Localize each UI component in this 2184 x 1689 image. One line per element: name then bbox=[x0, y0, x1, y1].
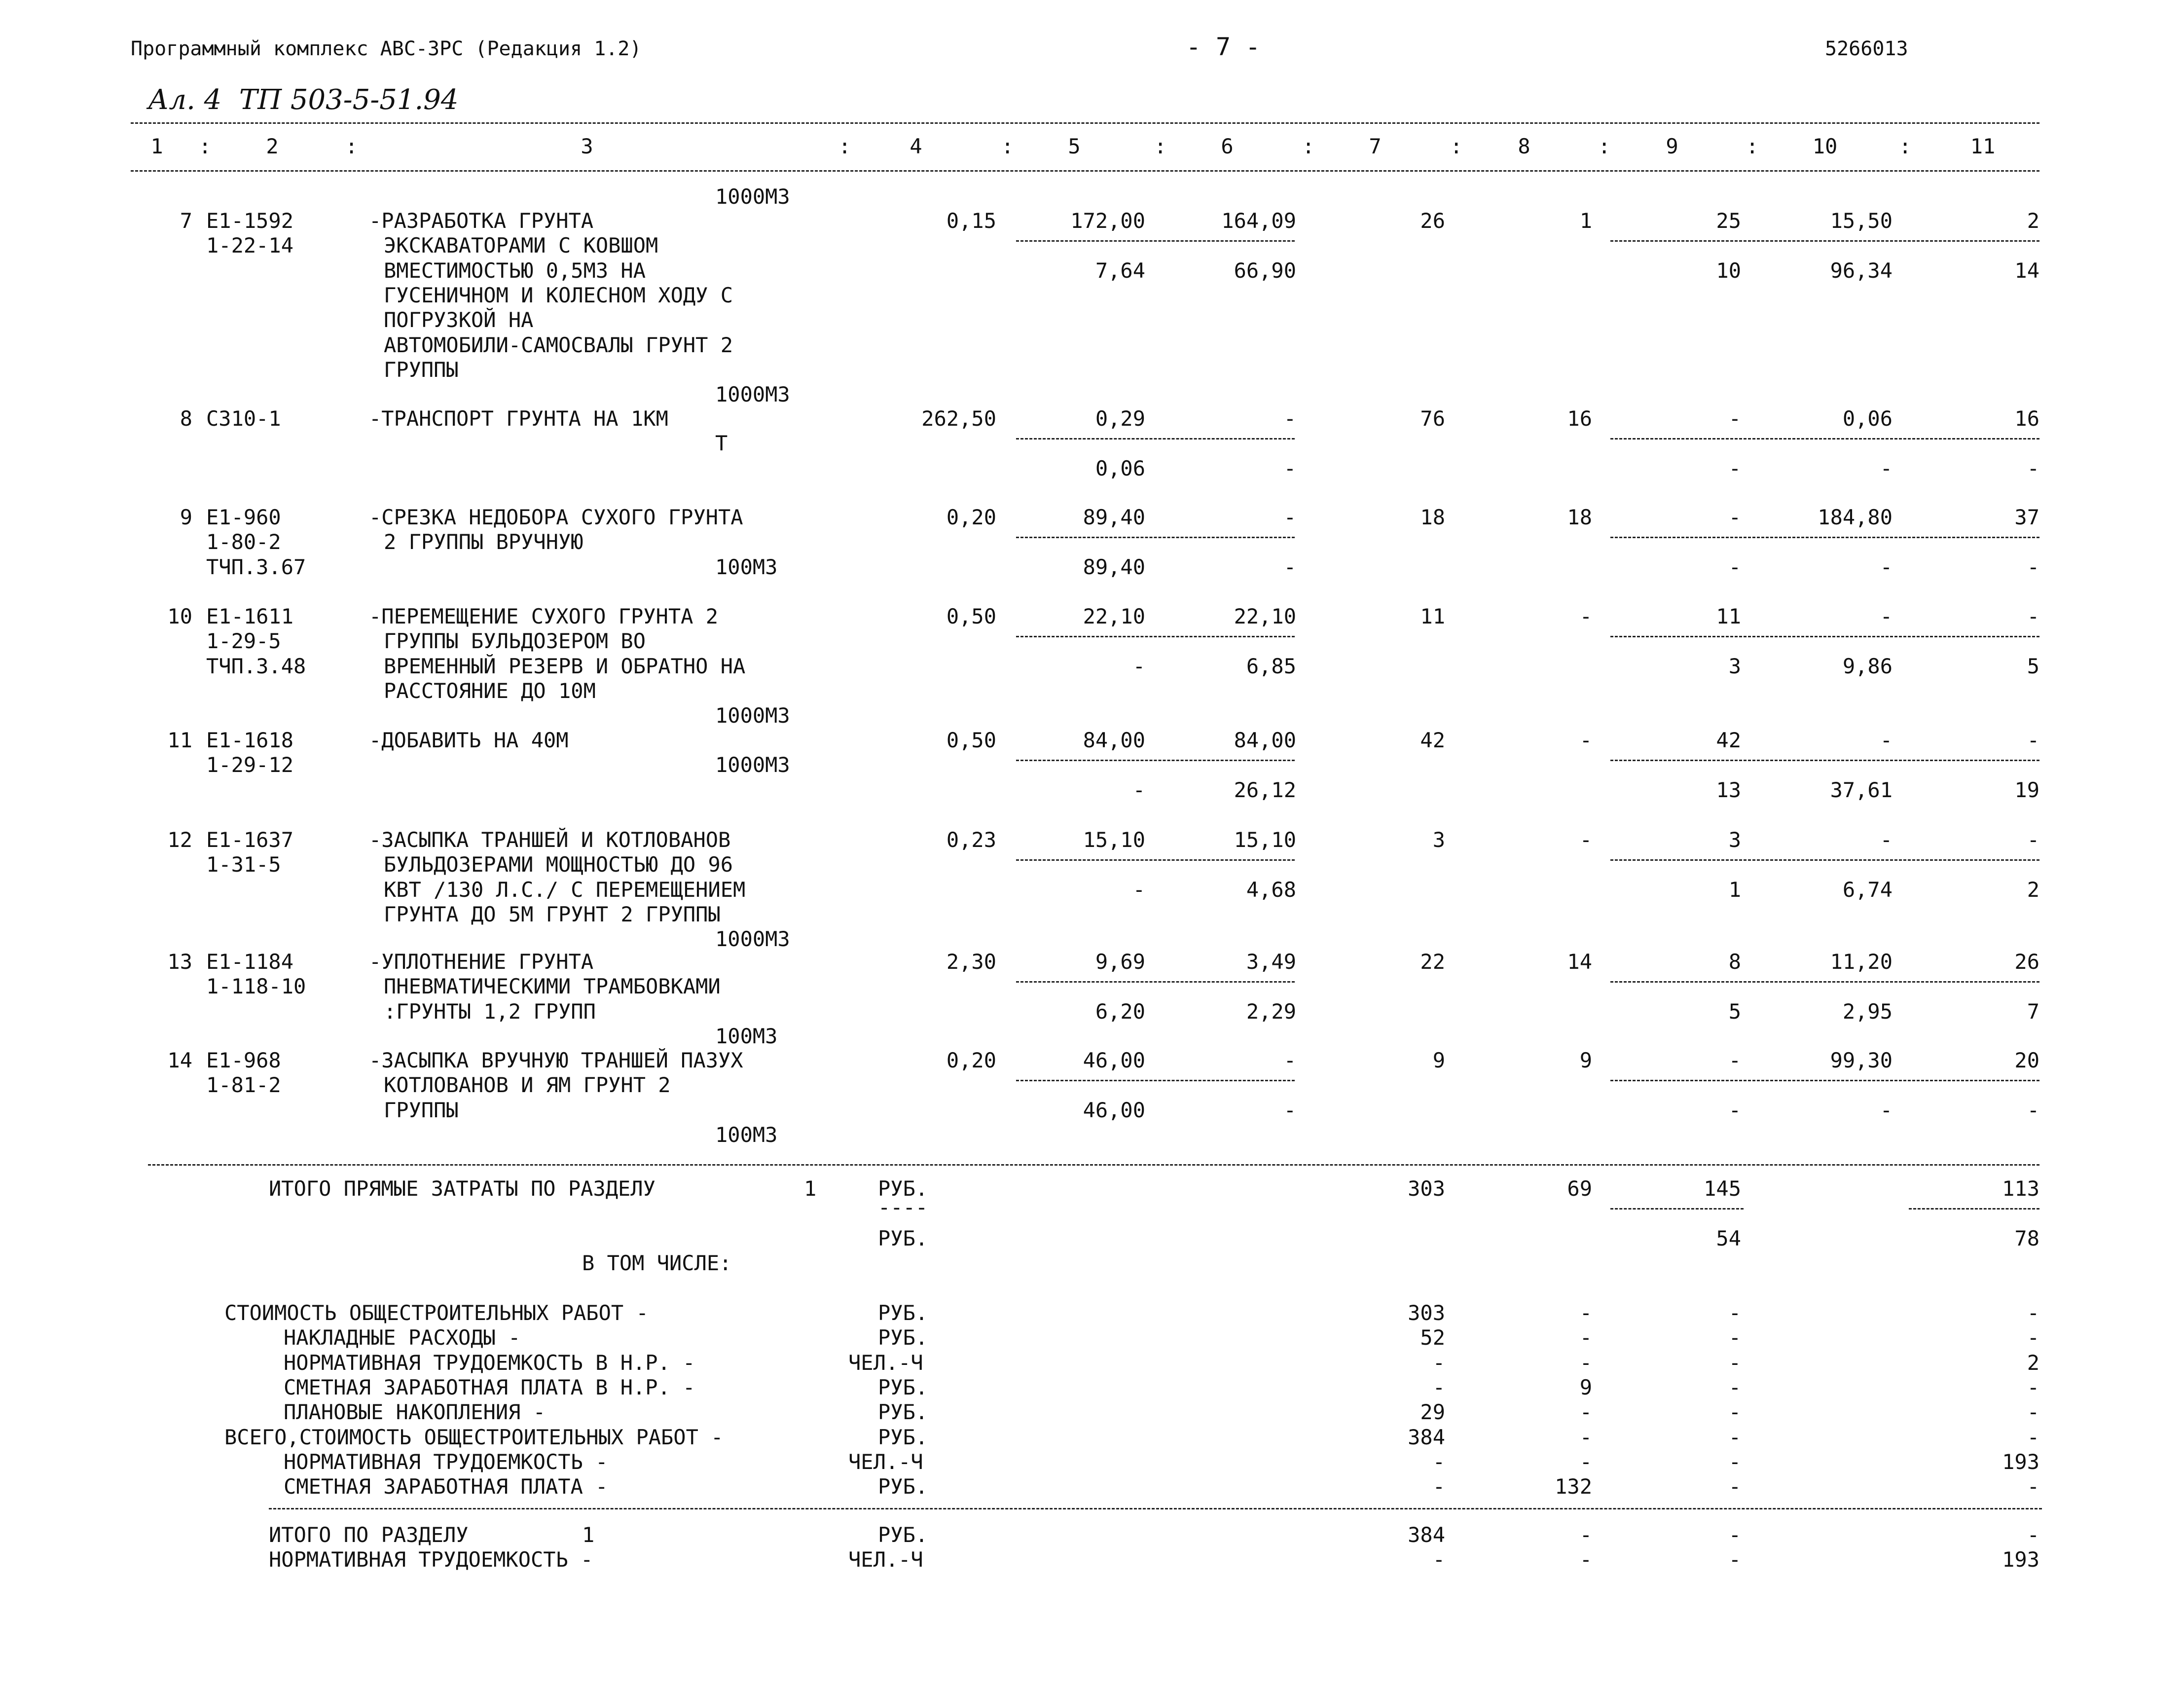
work-description: БУЛЬДОЗЕРАМИ МОЩНОСТЬЮ ДО 96 bbox=[384, 852, 733, 877]
column-separator: : bbox=[1598, 134, 1611, 158]
value-c10-lower: 37,61 bbox=[1830, 777, 1893, 802]
value-c9: - bbox=[1728, 505, 1741, 529]
value-c10: - bbox=[1880, 604, 1893, 628]
total-c11-lower: 78 bbox=[2014, 1226, 2039, 1250]
unit-label: 1000М3 bbox=[715, 753, 790, 777]
value-c10-lower: 96,34 bbox=[1830, 258, 1893, 283]
summary-c7: 303 bbox=[1408, 1301, 1445, 1325]
value-c10: - bbox=[1880, 728, 1893, 752]
norm-code: Е1-1611 bbox=[206, 604, 294, 628]
summary-label: НОРМАТИВНАЯ ТРУДОЕМКОСТЬ - bbox=[284, 1449, 608, 1474]
value-c9-lower: - bbox=[1728, 456, 1741, 480]
value-c5: 46,00 bbox=[1083, 1048, 1145, 1072]
row-number: 10 bbox=[167, 604, 192, 628]
column-number: 2 bbox=[266, 134, 279, 158]
value-c7: 18 bbox=[1420, 505, 1445, 529]
summary-c9: - bbox=[1728, 1375, 1741, 1399]
summary-c7: - bbox=[1432, 1350, 1445, 1375]
sheet-note: Ал. 4 ТП 503-5-51.94 bbox=[148, 84, 459, 116]
fraction-rule bbox=[1016, 438, 1295, 440]
unit-label: 100М3 bbox=[715, 554, 778, 579]
value-c10-lower: - bbox=[1880, 554, 1893, 579]
summary-c11: - bbox=[2027, 1375, 2039, 1399]
final-c11: 193 bbox=[2002, 1547, 2039, 1572]
work-description: -ЗАСЫПКА ТРАНШЕЙ И КОТЛОВАНОВ bbox=[369, 828, 731, 852]
fraction-rule bbox=[1016, 636, 1295, 637]
unit-label: 100М3 bbox=[715, 1024, 778, 1048]
unit-label: 1000М3 bbox=[715, 184, 790, 209]
value-c5-lower: 7,64 bbox=[1095, 258, 1145, 283]
row-number: 13 bbox=[167, 950, 192, 974]
value-c8: - bbox=[1579, 828, 1592, 852]
final-section: 1 bbox=[582, 1523, 595, 1547]
value-c5-lower: 6,20 bbox=[1095, 999, 1145, 1024]
value-c6-lower: 4,68 bbox=[1246, 877, 1296, 902]
value-c11-lower: 5 bbox=[2027, 654, 2039, 678]
value-c5-lower: 46,00 bbox=[1083, 1098, 1145, 1122]
summary-unit: РУБ. bbox=[878, 1325, 928, 1350]
value-c11-lower: - bbox=[2027, 554, 2039, 579]
value-c10: - bbox=[1880, 828, 1893, 852]
unit-label: 1000М3 bbox=[715, 703, 790, 728]
summary-c9: - bbox=[1728, 1425, 1741, 1449]
value-c6: 84,00 bbox=[1234, 728, 1296, 752]
column-separator: : bbox=[1001, 134, 1014, 158]
value-c8: 18 bbox=[1567, 505, 1592, 529]
value-c7: 76 bbox=[1420, 406, 1445, 431]
work-description: -РАЗРАБОТКА ГРУНТА bbox=[369, 209, 594, 233]
column-separator: : bbox=[1154, 134, 1167, 158]
fraction-rule bbox=[1610, 438, 2039, 440]
fraction-rule bbox=[1016, 760, 1295, 761]
summary-c11: - bbox=[2027, 1400, 2039, 1425]
summary-label: СТОИМОСТЬ ОБЩЕСТРОИТЕЛЬНЫХ РАБОТ - bbox=[224, 1301, 649, 1325]
value-c6-lower: 26,12 bbox=[1234, 777, 1296, 802]
work-description: -УПЛОТНЕНИЕ ГРУНТА bbox=[369, 950, 594, 974]
column-number: 9 bbox=[1666, 134, 1678, 158]
value-c10: 15,50 bbox=[1830, 209, 1893, 233]
norm-code: ТЧП.3.48 bbox=[206, 654, 306, 678]
row-number: 9 bbox=[180, 505, 192, 529]
norm-code: 1-22-14 bbox=[206, 233, 294, 258]
header-rule-top bbox=[131, 122, 2039, 124]
fraction-rule bbox=[1610, 537, 2039, 538]
final-c7: 384 bbox=[1408, 1523, 1445, 1547]
summary-c7: 29 bbox=[1420, 1400, 1445, 1425]
summary-unit: РУБ. bbox=[878, 1400, 928, 1425]
summary-c11: 2 bbox=[2027, 1350, 2039, 1375]
value-c5: 89,40 bbox=[1083, 505, 1145, 529]
column-number: 11 bbox=[1970, 134, 1996, 158]
column-number: 1 bbox=[150, 134, 163, 158]
value-c11-lower: - bbox=[2027, 456, 2039, 480]
column-separator: : bbox=[838, 134, 851, 158]
value-c11-lower: - bbox=[2027, 1098, 2039, 1122]
summary-c8: - bbox=[1579, 1325, 1592, 1350]
value-c9: 11 bbox=[1716, 604, 1741, 628]
value-c11: 16 bbox=[2014, 406, 2039, 431]
summary-label: НОРМАТИВНАЯ ТРУДОЕМКОСТЬ В Н.Р. - bbox=[284, 1350, 695, 1375]
column-number: 5 bbox=[1068, 134, 1081, 158]
value-c5-lower: 0,06 bbox=[1095, 456, 1145, 480]
work-description: КВТ /130 Л.С./ С ПЕРЕМЕЩЕНИЕМ bbox=[384, 877, 746, 902]
value-c10-lower: 2,95 bbox=[1842, 999, 1893, 1024]
column-separator: : bbox=[1450, 134, 1463, 158]
work-description: -ТРАНСПОРТ ГРУНТА НА 1КМ bbox=[369, 406, 668, 431]
value-c9: 25 bbox=[1716, 209, 1741, 233]
unit-label: 1000М3 bbox=[715, 927, 790, 952]
final-c8: - bbox=[1579, 1523, 1592, 1547]
unit-label: 1000М3 bbox=[715, 382, 790, 407]
norm-code: ТЧП.3.67 bbox=[206, 554, 306, 579]
work-description: -ДОБАВИТЬ НА 40М bbox=[369, 728, 569, 752]
value-c5-lower: - bbox=[1132, 877, 1145, 902]
summary-c8: - bbox=[1579, 1350, 1592, 1375]
work-description: ПОГРУЗКОЙ НА bbox=[384, 308, 534, 332]
summary-label: СМЕТНАЯ ЗАРАБОТНАЯ ПЛАТА - bbox=[284, 1474, 608, 1499]
final-c7: - bbox=[1432, 1547, 1445, 1572]
summary-c7: 384 bbox=[1408, 1425, 1445, 1449]
value-c5: 0,29 bbox=[1095, 406, 1145, 431]
total-c9: 145 bbox=[1704, 1176, 1741, 1201]
summary-label: НАКЛАДНЫЕ РАСХОДЫ - bbox=[284, 1325, 521, 1350]
total-c7: 303 bbox=[1408, 1176, 1445, 1201]
fraction-rule bbox=[1610, 760, 2039, 761]
row-number: 8 bbox=[180, 406, 192, 431]
value-c9: 42 bbox=[1716, 728, 1741, 752]
summary-unit: ЧЕЛ.-Ч bbox=[848, 1449, 923, 1474]
value-c11-lower: 2 bbox=[2027, 877, 2039, 902]
work-description: -ПЕРЕМЕЩЕНИЕ СУХОГО ГРУНТА 2 bbox=[369, 604, 719, 628]
norm-code: Е1-1184 bbox=[206, 950, 294, 974]
value-c9-lower: 5 bbox=[1728, 999, 1741, 1024]
value-c6: 3,49 bbox=[1246, 950, 1296, 974]
summary-c9: - bbox=[1728, 1400, 1741, 1425]
value-c7: 42 bbox=[1420, 728, 1445, 752]
summary-c7: - bbox=[1432, 1375, 1445, 1399]
work-description: ЭКСКАВАТОРАМИ С КОВШОМ bbox=[384, 233, 658, 258]
final-c9: - bbox=[1728, 1523, 1741, 1547]
direct-costs-label: ИТОГО ПРЯМЫЕ ЗАТРАТЫ ПО РАЗДЕЛУ bbox=[269, 1176, 655, 1201]
final-c9: - bbox=[1728, 1547, 1741, 1572]
norm-code: Е1-1618 bbox=[206, 728, 294, 752]
fraction-rule bbox=[1909, 1208, 2039, 1210]
quantity: 0,20 bbox=[946, 1048, 996, 1072]
value-c5: 172,00 bbox=[1070, 209, 1145, 233]
norm-code: Е1-968 bbox=[206, 1048, 281, 1072]
row-number: 11 bbox=[167, 728, 192, 752]
summary-c11: - bbox=[2027, 1425, 2039, 1449]
row-number: 12 bbox=[167, 828, 192, 852]
work-description: :ГРУНТЫ 1,2 ГРУПП bbox=[384, 999, 596, 1024]
summary-unit: РУБ. bbox=[878, 1425, 928, 1449]
value-c6-lower: 66,90 bbox=[1234, 258, 1296, 283]
summary-c11: - bbox=[2027, 1301, 2039, 1325]
norm-code: Е1-1637 bbox=[206, 828, 294, 852]
column-separator: : bbox=[1302, 134, 1315, 158]
value-c6-lower: - bbox=[1283, 554, 1296, 579]
value-c5-lower: 89,40 bbox=[1083, 554, 1145, 579]
work-description: ВМЕСТИМОСТЬЮ 0,5М3 НА bbox=[384, 258, 646, 283]
value-c6: 15,10 bbox=[1234, 828, 1296, 852]
final-label: ИТОГО ПО РАЗДЕЛУ bbox=[269, 1523, 469, 1547]
summary-c9: - bbox=[1728, 1449, 1741, 1474]
summary-c8: 132 bbox=[1555, 1474, 1592, 1499]
value-c10-lower: 6,74 bbox=[1842, 877, 1893, 902]
value-c10: 99,30 bbox=[1830, 1048, 1893, 1072]
column-number: 8 bbox=[1518, 134, 1530, 158]
value-c7: 9 bbox=[1432, 1048, 1445, 1072]
quantity: 0,15 bbox=[946, 209, 996, 233]
value-c5-lower: - bbox=[1132, 777, 1145, 802]
unit-rub: РУБ. bbox=[878, 1176, 928, 1201]
norm-code: 1-81-2 bbox=[206, 1073, 281, 1098]
section-number: 1 bbox=[804, 1176, 817, 1201]
value-c6: - bbox=[1283, 505, 1296, 529]
value-c7: 11 bbox=[1420, 604, 1445, 628]
value-c5: 84,00 bbox=[1083, 728, 1145, 752]
work-description: ГРУНТА ДО 5М ГРУНТ 2 ГРУППЫ bbox=[384, 902, 721, 926]
work-description: РАССТОЯНИЕ ДО 10М bbox=[384, 678, 596, 703]
summary-c9: - bbox=[1728, 1474, 1741, 1499]
value-c5: 15,10 bbox=[1083, 828, 1145, 852]
column-number: 6 bbox=[1221, 134, 1234, 158]
program-title: Программный комплекс АВС-3РС (Редакция 1.2) bbox=[131, 37, 642, 60]
value-c9-lower: 13 bbox=[1716, 777, 1741, 802]
value-c5: 22,10 bbox=[1083, 604, 1145, 628]
summary-c7: 52 bbox=[1420, 1325, 1445, 1350]
summary-c8: - bbox=[1579, 1301, 1592, 1325]
value-c8: 16 bbox=[1567, 406, 1592, 431]
summary-c9: - bbox=[1728, 1301, 1741, 1325]
value-c6: - bbox=[1283, 406, 1296, 431]
norm-code: 1-29-12 bbox=[206, 753, 294, 777]
fraction-rule bbox=[1016, 240, 1295, 242]
total-c11: 113 bbox=[2002, 1176, 2039, 1201]
summary-unit: РУБ. bbox=[878, 1301, 928, 1325]
value-c6-lower: - bbox=[1283, 1098, 1296, 1122]
work-description: ВРЕМЕННЫЙ РЕЗЕРВ И ОБРАТНО НА bbox=[384, 654, 746, 678]
norm-code: Е1-960 bbox=[206, 505, 281, 529]
final-separator bbox=[269, 1508, 2042, 1509]
value-c7: 3 bbox=[1432, 828, 1445, 852]
work-description: ГРУППЫ БУЛЬДОЗЕРОМ ВО bbox=[384, 629, 646, 654]
fraction-rule bbox=[1610, 636, 2039, 637]
value-c11: - bbox=[2027, 604, 2039, 628]
value-c6-lower: - bbox=[1283, 456, 1296, 480]
header-rule-bottom bbox=[131, 170, 2039, 172]
value-c9: 3 bbox=[1728, 828, 1741, 852]
work-description: АВТОМОБИЛИ-САМОСВАЛЫ ГРУНТ 2 bbox=[384, 332, 733, 357]
value-c6-lower: 2,29 bbox=[1246, 999, 1296, 1024]
summary-label: ВСЕГО,СТОИМОСТЬ ОБЩЕСТРОИТЕЛЬНЫХ РАБОТ - bbox=[224, 1425, 724, 1449]
unit-label: Т bbox=[715, 431, 728, 456]
value-c8: 1 bbox=[1579, 209, 1592, 233]
fraction-rule bbox=[1016, 537, 1295, 538]
value-c6: - bbox=[1283, 1048, 1296, 1072]
norm-code: Е1-1592 bbox=[206, 209, 294, 233]
value-c8: - bbox=[1579, 604, 1592, 628]
value-c5-lower: - bbox=[1132, 654, 1145, 678]
value-c7: 26 bbox=[1420, 209, 1445, 233]
value-c10-lower: - bbox=[1880, 456, 1893, 480]
summary-c8: 9 bbox=[1579, 1375, 1592, 1399]
row-number: 14 bbox=[167, 1048, 192, 1072]
value-c10: 184,80 bbox=[1818, 505, 1893, 529]
value-c11: 2 bbox=[2027, 209, 2039, 233]
value-c9-lower: 1 bbox=[1728, 877, 1741, 902]
summary-label: СМЕТНАЯ ЗАРАБОТНАЯ ПЛАТА В Н.Р. - bbox=[284, 1375, 695, 1399]
value-c6: 22,10 bbox=[1234, 604, 1296, 628]
value-c9-lower: - bbox=[1728, 1098, 1741, 1122]
value-c8: 14 bbox=[1567, 950, 1592, 974]
value-c11-lower: 7 bbox=[2027, 999, 2039, 1024]
value-c6: 164,09 bbox=[1221, 209, 1296, 233]
column-number: 3 bbox=[581, 134, 593, 158]
quantity: 2,30 bbox=[946, 950, 996, 974]
quantity: 0,50 bbox=[946, 728, 996, 752]
summary-c9: - bbox=[1728, 1325, 1741, 1350]
unit-rub: РУБ. bbox=[878, 1226, 928, 1250]
quantity: 262,50 bbox=[921, 406, 996, 431]
value-c8: 9 bbox=[1579, 1048, 1592, 1072]
value-c8: - bbox=[1579, 728, 1592, 752]
final-c8: - bbox=[1579, 1547, 1592, 1572]
section-separator bbox=[148, 1164, 2039, 1166]
total-c8: 69 bbox=[1567, 1176, 1592, 1201]
fraction-rule bbox=[1610, 859, 2039, 861]
value-c11: - bbox=[2027, 728, 2039, 752]
summary-c7: - bbox=[1432, 1449, 1445, 1474]
total-c9-lower: 54 bbox=[1716, 1226, 1741, 1250]
value-c9: - bbox=[1728, 406, 1741, 431]
value-c10-lower: 9,86 bbox=[1842, 654, 1893, 678]
value-c11: 26 bbox=[2014, 950, 2039, 974]
row-number: 7 bbox=[180, 209, 192, 233]
summary-unit: ЧЕЛ.-Ч bbox=[848, 1350, 923, 1375]
value-c11: 20 bbox=[2014, 1048, 2039, 1072]
column-separator: : bbox=[1746, 134, 1759, 158]
value-c11-lower: 19 bbox=[2014, 777, 2039, 802]
summary-unit: РУБ. bbox=[878, 1474, 928, 1499]
summary-c9: - bbox=[1728, 1350, 1741, 1375]
final-unit: ЧЕЛ.-Ч bbox=[848, 1547, 923, 1572]
value-c11-lower: 14 bbox=[2014, 258, 2039, 283]
summary-c11: - bbox=[2027, 1474, 2039, 1499]
column-separator: : bbox=[345, 134, 358, 158]
summary-c11: - bbox=[2027, 1325, 2039, 1350]
value-c6-lower: 6,85 bbox=[1246, 654, 1296, 678]
page-number: - 7 - bbox=[1186, 33, 1261, 61]
summary-c8: - bbox=[1579, 1449, 1592, 1474]
value-c9-lower: - bbox=[1728, 554, 1741, 579]
work-description: -ЗАСЫПКА ВРУЧНУЮ ТРАНШЕЙ ПАЗУХ bbox=[369, 1048, 743, 1072]
norm-code: С310-1 bbox=[206, 406, 281, 431]
summary-c7: - bbox=[1432, 1474, 1445, 1499]
summary-c11: 193 bbox=[2002, 1449, 2039, 1474]
work-description: ПНЕВМАТИЧЕСКИМИ ТРАМБОВКАМИ bbox=[384, 974, 721, 999]
quantity: 0,20 bbox=[946, 505, 996, 529]
column-separator: : bbox=[199, 134, 212, 158]
final-c11: - bbox=[2027, 1523, 2039, 1547]
work-description: 2 ГРУППЫ ВРУЧНУЮ bbox=[384, 530, 583, 554]
fraction-rule bbox=[1610, 240, 2039, 242]
summary-c8: - bbox=[1579, 1400, 1592, 1425]
work-description: -СРЕЗКА НЕДОБОРА СУХОГО ГРУНТА bbox=[369, 505, 743, 529]
unit-label: 100М3 bbox=[715, 1122, 778, 1147]
value-c7: 22 bbox=[1420, 950, 1445, 974]
summary-unit: РУБ. bbox=[878, 1375, 928, 1399]
fraction-rule bbox=[1016, 859, 1295, 861]
fraction-rule bbox=[1016, 981, 1295, 983]
column-number: 10 bbox=[1812, 134, 1838, 158]
final-label: НОРМАТИВНАЯ ТРУДОЕМКОСТЬ - bbox=[269, 1547, 593, 1572]
value-c9: 8 bbox=[1728, 950, 1741, 974]
quantity: 0,23 bbox=[946, 828, 996, 852]
work-description: ГУСЕНИЧНОМ И КОЛЕСНОМ ХОДУ С bbox=[384, 283, 733, 307]
value-c9: - bbox=[1728, 1048, 1741, 1072]
value-c11: 37 bbox=[2014, 505, 2039, 529]
fraction-rule bbox=[1610, 1208, 1744, 1210]
document-code: 5266013 bbox=[1825, 37, 1908, 60]
value-c9-lower: 10 bbox=[1716, 258, 1741, 283]
value-c5: 9,69 bbox=[1095, 950, 1145, 974]
fraction-rule bbox=[1610, 981, 2039, 983]
summary-c8: - bbox=[1579, 1425, 1592, 1449]
value-c10-lower: - bbox=[1880, 1098, 1893, 1122]
value-c10: 11,20 bbox=[1830, 950, 1893, 974]
column-number: 7 bbox=[1369, 134, 1382, 158]
quantity: 0,50 bbox=[946, 604, 996, 628]
including-label: В ТОМ ЧИСЛЕ: bbox=[582, 1250, 732, 1275]
work-description: КОТЛОВАНОВ И ЯМ ГРУНТ 2 bbox=[384, 1073, 671, 1098]
value-c11: - bbox=[2027, 828, 2039, 852]
norm-code: 1-29-5 bbox=[206, 629, 281, 654]
norm-code: 1-80-2 bbox=[206, 530, 281, 554]
fraction-rule bbox=[1016, 1080, 1295, 1081]
work-description: ГРУППЫ bbox=[384, 357, 459, 382]
value-c10: 0,06 bbox=[1842, 406, 1893, 431]
unit-rub-dash: ---- bbox=[878, 1195, 928, 1219]
column-number: 4 bbox=[910, 134, 922, 158]
work-description: ГРУППЫ bbox=[384, 1098, 459, 1122]
column-separator: : bbox=[1899, 134, 1912, 158]
norm-code: 1-31-5 bbox=[206, 852, 281, 877]
fraction-rule bbox=[1610, 1080, 2039, 1081]
summary-label: ПЛАНОВЫЕ НАКОПЛЕНИЯ - bbox=[284, 1400, 546, 1425]
value-c9-lower: 3 bbox=[1728, 654, 1741, 678]
final-unit: РУБ. bbox=[878, 1523, 928, 1547]
norm-code: 1-118-10 bbox=[206, 974, 306, 999]
